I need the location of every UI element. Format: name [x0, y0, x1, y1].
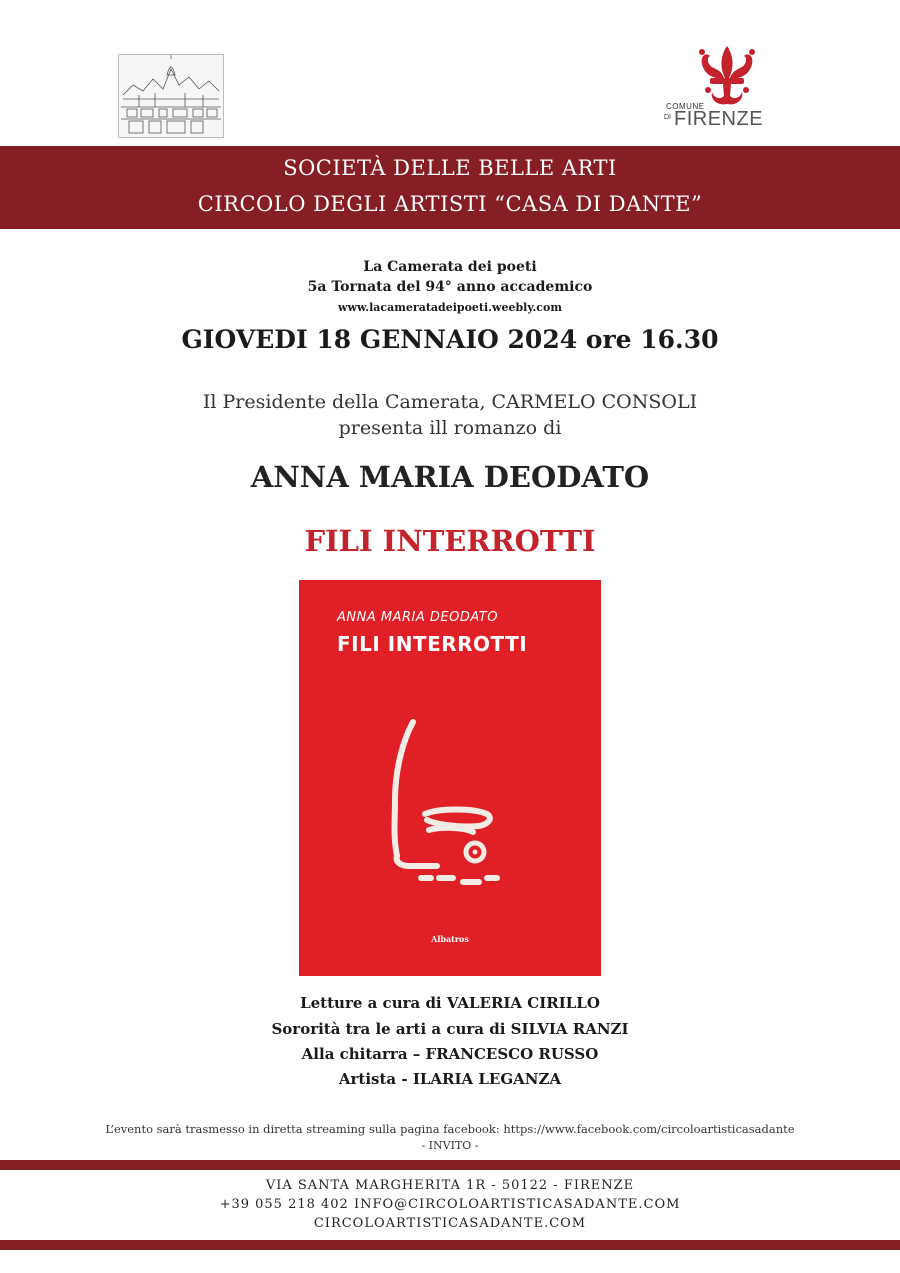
comune-city-label: FIRENZE [674, 108, 764, 130]
book-title: FILI INTERROTTI [304, 524, 596, 558]
organizer-url: www.lacameratadeipoeti.weebly.com [338, 301, 562, 314]
presents-line: presenta ill romanzo di [338, 417, 562, 439]
credit-line: Alla chitarra – FRANCESCO RUSSO [301, 1045, 599, 1063]
comune-label: COMUNE [666, 102, 705, 111]
book-cover [299, 580, 601, 976]
banner-line-1: SOCIETÀ DELLE BELLE ARTI [283, 156, 617, 180]
credit-line: Artista - ILARIA LEGANZA [338, 1070, 562, 1088]
credit-line: Letture a cura di VALERIA CIRILLO [300, 994, 600, 1012]
footer-contacts: +39 055 218 402 INFO@CIRCOLOARTISTICASADANTE.COM [219, 1197, 681, 1212]
session-line: 5a Tornata del 94° anno accademico [307, 279, 593, 295]
presenter-line: Il Presidente della Camerata, CARMELO CONSOLI [202, 391, 698, 413]
thread-sculpture-icon [369, 710, 519, 890]
invite-label: - INVITO - [421, 1139, 479, 1152]
cover-author: ANNA MARIA DEODATO [337, 610, 498, 625]
cover-title: FILI INTERROTTI [337, 632, 528, 656]
footer-bottom-rule [0, 1240, 900, 1250]
credit-line: Sororità tra le arti a cura di SILVIA RANZI [271, 1020, 629, 1038]
streaming-notice: L’evento sarà trasmesso in diretta streaming sulla pagina facebook: https://www.facebook.com/circoloartisticasadante [105, 1122, 795, 1136]
event-date: GIOVEDI 18 GENNAIO 2024 ore 16.30 [181, 325, 719, 354]
florence-lily-icon [696, 44, 758, 108]
footer-address: VIA SANTA MARGHERITA 1R - 50122 - FIRENZE [265, 1178, 635, 1193]
cover-publisher: Albatros [431, 934, 469, 944]
organizer-name: La Camerata dei poeti [363, 259, 537, 275]
florence-skyline-sketch-icon [118, 54, 224, 138]
comune-di-firenze-logo [660, 44, 778, 140]
society-banner [0, 146, 900, 229]
author-name: ANNA MARIA DEODATO [250, 460, 650, 494]
footer-top-rule [0, 1160, 900, 1170]
comune-di-label: DI [664, 114, 671, 121]
banner-line-2: CIRCOLO DEGLI ARTISTI “CASA DI DANTE” [197, 192, 703, 216]
footer-website: CIRCOLOARTISTICASADANTE.COM [313, 1216, 587, 1231]
